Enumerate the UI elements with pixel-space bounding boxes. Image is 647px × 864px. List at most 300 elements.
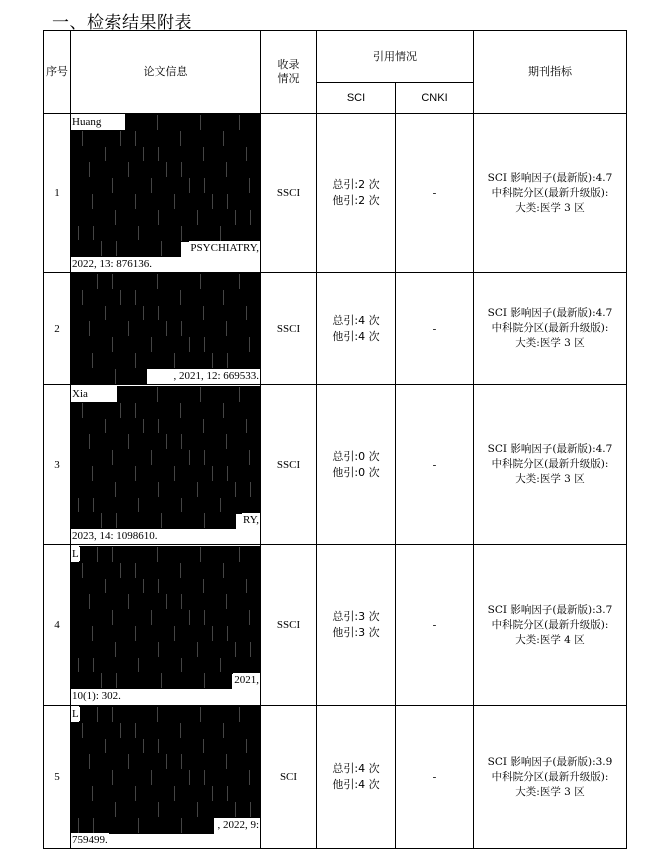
redaction-seam <box>112 178 113 193</box>
paper-info-cell <box>71 545 261 706</box>
redaction-seam <box>203 579 204 594</box>
row-index: 4 <box>44 545 71 706</box>
cas-partition-label: 中科院分区(最新升级版): <box>491 618 609 631</box>
redaction-seam <box>157 707 158 722</box>
sci-total-citations: 总引:4 次 <box>332 313 380 327</box>
cnki-citations: - <box>396 706 474 849</box>
redaction-seam <box>250 482 251 497</box>
redaction-seam <box>203 147 204 162</box>
redaction-seam <box>138 498 139 513</box>
paper-info-cell <box>71 706 261 849</box>
header-cnki: CNKI <box>396 83 474 114</box>
redaction-seam <box>204 450 205 465</box>
redaction-seam <box>92 466 93 481</box>
redaction-seam <box>97 547 98 562</box>
redaction-seam <box>78 498 79 513</box>
redaction-seam <box>89 321 90 336</box>
redaction-seam <box>138 818 139 833</box>
results-table <box>43 30 627 849</box>
journal-metrics <box>474 114 627 273</box>
redaction-seam <box>174 466 175 481</box>
table-row <box>44 114 627 273</box>
redaction-seam <box>227 466 228 481</box>
redaction-seam <box>101 673 102 688</box>
redaction-seam <box>115 482 116 497</box>
redaction-seam <box>143 306 144 321</box>
redaction-seam <box>93 658 94 673</box>
redaction-seam <box>166 321 167 336</box>
redaction-bar <box>71 368 147 384</box>
redaction-bar <box>71 177 260 194</box>
redaction-seam <box>235 642 236 657</box>
redaction-seam <box>239 547 240 562</box>
redaction-seam <box>180 290 181 305</box>
redaction-seam <box>161 241 162 256</box>
journal-metrics <box>474 273 627 385</box>
sci-citations <box>317 385 396 545</box>
redaction-seam <box>112 610 113 625</box>
sci-citations <box>317 706 396 849</box>
redaction-seam <box>93 818 94 833</box>
sci-citations <box>317 114 396 273</box>
redaction-seam <box>82 723 83 738</box>
redaction-seam <box>223 723 224 738</box>
redaction-seam <box>105 739 106 754</box>
author-text: Huang <box>72 116 102 128</box>
redaction-seam <box>120 563 121 578</box>
redaction-seam <box>151 337 152 352</box>
redaction-seam <box>204 610 205 625</box>
cnki-citations: - <box>396 114 474 273</box>
redaction-seam <box>135 626 136 641</box>
paper-info-cell <box>71 114 261 273</box>
redaction-seam <box>227 353 228 368</box>
redaction-seam <box>239 274 240 289</box>
impact-factor: SCI 影响因子(最新版):4.7 <box>487 443 613 455</box>
redaction-seam <box>220 226 221 241</box>
cas-partition-label: 中科院分区(最新升级版): <box>491 770 609 783</box>
redaction-bar <box>79 546 260 563</box>
redaction-bar <box>71 785 260 802</box>
redaction-bar <box>71 801 260 818</box>
redaction-seam <box>105 419 106 434</box>
redaction-seam <box>97 274 98 289</box>
cas-partition-label: 中科院分区(最新升级版): <box>491 322 609 334</box>
redaction-seam <box>158 306 159 321</box>
redacted-citation <box>71 546 260 704</box>
impact-factor: SCI 影响因子(最新版):4.7 <box>487 307 613 319</box>
redaction-seam <box>93 498 94 513</box>
redaction-seam <box>151 450 152 465</box>
redaction-seam <box>158 210 159 225</box>
author-text: L <box>72 708 79 720</box>
collection-status: SSCI <box>261 114 317 273</box>
cas-category: 大类:医学 3 区 <box>515 337 585 349</box>
row-index: 5 <box>44 706 71 849</box>
redaction-seam <box>166 594 167 609</box>
redaction-bar <box>71 449 260 466</box>
redaction-seam <box>116 513 117 528</box>
redaction-seam <box>174 786 175 801</box>
redaction-seam <box>82 290 83 305</box>
redaction-seam <box>181 162 182 177</box>
redaction-seam <box>158 147 159 162</box>
redaction-seam <box>239 387 240 402</box>
redaction-seam <box>250 642 251 657</box>
redaction-seam <box>135 563 136 578</box>
redaction-seam <box>92 194 93 209</box>
redaction-seam <box>115 210 116 225</box>
redaction-seam <box>105 579 106 594</box>
redaction-seam <box>174 353 175 368</box>
citation-tail: 2021, <box>234 674 259 686</box>
redaction-seam <box>246 147 247 162</box>
redaction-seam <box>189 770 190 785</box>
redaction-seam <box>227 786 228 801</box>
cas-category: 大类:医学 4 区 <box>515 633 585 646</box>
sci-other-citations: 他引:3 次 <box>332 626 380 639</box>
journal-metrics <box>474 706 627 849</box>
redaction-seam <box>246 419 247 434</box>
redaction-seam <box>220 498 221 513</box>
redaction-seam <box>115 802 116 817</box>
sci-other-citations: 他引:4 次 <box>332 329 380 343</box>
redaction-seam <box>204 178 205 193</box>
redaction-seam <box>180 563 181 578</box>
redaction-seam <box>181 434 182 449</box>
citation-tail-line2: 2022, 13: 876136. <box>72 258 153 270</box>
redaction-seam <box>200 547 201 562</box>
redaction-seam <box>249 337 250 352</box>
redaction-seam <box>220 658 221 673</box>
author-text: L <box>72 548 79 560</box>
redaction-seam <box>227 626 228 641</box>
redaction-seam <box>223 403 224 418</box>
redaction-seam <box>249 610 250 625</box>
redacted-citation <box>71 706 260 848</box>
redaction-seam <box>116 241 117 256</box>
paper-info-cell <box>71 385 261 545</box>
redaction-seam <box>181 498 182 513</box>
redaction-seam <box>78 658 79 673</box>
redaction-seam <box>180 131 181 146</box>
redaction-seam <box>158 419 159 434</box>
redaction-seam <box>157 115 158 130</box>
redaction-seam <box>78 818 79 833</box>
collection-status: SSCI <box>261 273 317 385</box>
redaction-bar <box>71 273 260 290</box>
redacted-citation <box>71 386 260 544</box>
redaction-seam <box>135 723 136 738</box>
redaction-seam <box>181 321 182 336</box>
journal-metrics <box>474 545 627 706</box>
redaction-seam <box>158 802 159 817</box>
redaction-seam <box>120 723 121 738</box>
redaction-seam <box>189 178 190 193</box>
cas-partition-label: 中科院分区(最新升级版): <box>491 458 609 470</box>
redaction-seam <box>249 450 250 465</box>
redaction-seam <box>223 131 224 146</box>
redaction-bar <box>71 336 260 353</box>
redaction-seam <box>151 178 152 193</box>
redaction-seam <box>226 162 227 177</box>
redaction-seam <box>101 513 102 528</box>
citation-tail-line2: 759499. <box>72 834 108 846</box>
redaction-seam <box>235 482 236 497</box>
cnki-citations: - <box>396 545 474 706</box>
redaction-bar <box>71 769 260 786</box>
sci-total-citations: 总引:2 次 <box>332 178 380 191</box>
cnki-citations: - <box>396 273 474 385</box>
impact-factor: SCI 影响因子(最新版):4.7 <box>487 171 613 184</box>
cnki-citations: - <box>396 385 474 545</box>
redaction-seam <box>197 482 198 497</box>
redaction-seam <box>89 594 90 609</box>
sci-total-citations: 总引:4 次 <box>332 762 380 775</box>
table-row <box>44 706 627 849</box>
redaction-seam <box>223 563 224 578</box>
collection-status: SSCI <box>261 545 317 706</box>
redaction-bar <box>71 240 181 257</box>
redaction-bar <box>79 706 260 723</box>
redaction-seam <box>203 739 204 754</box>
redaction-seam <box>189 610 190 625</box>
redaction-seam <box>143 419 144 434</box>
redaction-seam <box>138 226 139 241</box>
redaction-bar <box>71 625 260 642</box>
redaction-seam <box>120 403 121 418</box>
section-title: 一、检索结果附表 <box>52 13 192 33</box>
redaction-seam <box>166 162 167 177</box>
redaction-seam <box>158 739 159 754</box>
redaction-seam <box>203 419 204 434</box>
redaction-seam <box>82 403 83 418</box>
redaction-seam <box>189 337 190 352</box>
redaction-seam <box>161 673 162 688</box>
header-journal-metrics: 期刊指标 <box>474 31 627 114</box>
header-sci: SCI <box>317 83 396 114</box>
redaction-seam <box>180 403 181 418</box>
redaction-seam <box>135 466 136 481</box>
redaction-seam <box>161 513 162 528</box>
redaction-seam <box>105 147 106 162</box>
redaction-seam <box>112 337 113 352</box>
redaction-seam <box>115 369 116 384</box>
row-index: 2 <box>44 273 71 385</box>
header-paper-info: 论文信息 <box>71 31 261 114</box>
redaction-seam <box>143 579 144 594</box>
redaction-seam <box>89 754 90 769</box>
cas-category: 大类:医学 3 区 <box>515 201 585 214</box>
citation-tail: , 2022, 9: <box>217 819 259 831</box>
row-index: 3 <box>44 385 71 545</box>
redaction-seam <box>97 707 98 722</box>
header-index: 序号 <box>44 31 71 114</box>
citation-tail: , 2021, 12: 669533. <box>173 370 259 382</box>
redaction-seam <box>250 210 251 225</box>
table-row <box>44 273 627 385</box>
redaction-seam <box>235 210 236 225</box>
redaction-seam <box>200 115 201 130</box>
sci-other-citations: 他引:0 次 <box>332 465 380 479</box>
redaction-seam <box>112 450 113 465</box>
redaction-seam <box>135 290 136 305</box>
redaction-seam <box>112 547 113 562</box>
redaction-seam <box>143 739 144 754</box>
redaction-seam <box>200 707 201 722</box>
redaction-seam <box>135 194 136 209</box>
redaction-seam <box>226 434 227 449</box>
redaction-seam <box>197 642 198 657</box>
redaction-seam <box>212 194 213 209</box>
redaction-bar <box>71 193 260 210</box>
redaction-bar <box>71 512 236 529</box>
redaction-seam <box>189 450 190 465</box>
redaction-seam <box>115 642 116 657</box>
redaction-seam <box>249 178 250 193</box>
redaction-seam <box>212 466 213 481</box>
redaction-seam <box>212 353 213 368</box>
redaction-seam <box>157 547 158 562</box>
redaction-seam <box>112 770 113 785</box>
table-row <box>44 385 627 545</box>
redaction-seam <box>203 306 204 321</box>
redaction-seam <box>174 194 175 209</box>
redaction-seam <box>204 673 205 688</box>
sci-total-citations: 总引:0 次 <box>332 449 380 463</box>
redaction-bar <box>71 465 260 482</box>
redaction-bar <box>71 289 260 306</box>
redaction-seam <box>135 353 136 368</box>
impact-factor: SCI 影响因子(最新版):3.7 <box>487 603 613 616</box>
redaction-seam <box>158 642 159 657</box>
redaction-seam <box>128 162 129 177</box>
redaction-seam <box>135 403 136 418</box>
redaction-seam <box>143 147 144 162</box>
redaction-bar <box>71 402 260 419</box>
redaction-seam <box>246 306 247 321</box>
redaction-seam <box>105 306 106 321</box>
redaction-seam <box>204 770 205 785</box>
redaction-seam <box>212 786 213 801</box>
redaction-seam <box>120 131 121 146</box>
redaction-seam <box>116 673 117 688</box>
redaction-seam <box>101 241 102 256</box>
redaction-seam <box>246 579 247 594</box>
redaction-bar <box>71 352 260 369</box>
redaction-seam <box>212 626 213 641</box>
redaction-seam <box>82 563 83 578</box>
redaction-seam <box>181 658 182 673</box>
sci-citations <box>317 273 396 385</box>
redaction-seam <box>89 162 90 177</box>
redaction-bar <box>71 672 232 689</box>
redaction-seam <box>112 707 113 722</box>
redaction-seam <box>200 274 201 289</box>
redaction-seam <box>151 770 152 785</box>
redaction-seam <box>78 226 79 241</box>
redaction-seam <box>92 626 93 641</box>
redaction-seam <box>157 274 158 289</box>
redaction-seam <box>204 337 205 352</box>
redaction-seam <box>204 513 205 528</box>
table-row <box>44 545 627 706</box>
redaction-seam <box>128 754 129 769</box>
redaction-seam <box>157 387 158 402</box>
redaction-seam <box>89 434 90 449</box>
redaction-bar <box>71 722 260 739</box>
sci-total-citations: 总引:3 次 <box>332 610 380 623</box>
redaction-bar <box>71 641 260 658</box>
paper-info-cell <box>71 273 261 385</box>
redaction-seam <box>200 387 201 402</box>
redaction-seam <box>226 754 227 769</box>
citation-tail: PSYCHIATRY, <box>190 242 259 254</box>
redacted-citation <box>71 114 260 272</box>
redaction-seam <box>166 754 167 769</box>
redaction-seam <box>181 226 182 241</box>
citation-tail-line2: 2023, 14: 1098610. <box>72 529 158 542</box>
redaction-seam <box>239 115 240 130</box>
cas-partition-label: 中科院分区(最新升级版): <box>491 186 609 199</box>
redaction-seam <box>235 802 236 817</box>
author-text: Xia <box>72 387 88 400</box>
redaction-seam <box>174 626 175 641</box>
redaction-seam <box>246 739 247 754</box>
redaction-seam <box>181 594 182 609</box>
redaction-bar <box>71 609 260 626</box>
redaction-seam <box>82 131 83 146</box>
redaction-seam <box>120 290 121 305</box>
redaction-seam <box>158 579 159 594</box>
redaction-seam <box>250 802 251 817</box>
redaction-seam <box>128 594 129 609</box>
collection-status: SSCI <box>261 385 317 545</box>
redaction-seam <box>223 290 224 305</box>
redaction-seam <box>249 770 250 785</box>
header-collection <box>261 31 317 114</box>
redaction-seam <box>181 818 182 833</box>
redaction-bar <box>71 130 260 147</box>
impact-factor: SCI 影响因子(最新版):3.9 <box>487 755 613 768</box>
redaction-seam <box>227 194 228 209</box>
sci-other-citations: 他引:2 次 <box>332 194 380 207</box>
redaction-seam <box>239 707 240 722</box>
redaction-seam <box>180 723 181 738</box>
redaction-seam <box>138 658 139 673</box>
redaction-seam <box>128 434 129 449</box>
header-citation: 引用情况 <box>317 31 474 83</box>
redaction-bar <box>71 481 260 498</box>
redacted-citation <box>71 273 260 384</box>
citation-tail-line2: 10(1): 302. <box>72 690 121 702</box>
redaction-seam <box>92 786 93 801</box>
redaction-seam <box>92 353 93 368</box>
redaction-seam <box>112 274 113 289</box>
redaction-seam <box>197 802 198 817</box>
cas-category: 大类:医学 3 区 <box>515 473 585 485</box>
redaction-seam <box>197 210 198 225</box>
redaction-seam <box>128 321 129 336</box>
row-index: 1 <box>44 114 71 273</box>
journal-metrics <box>474 385 627 545</box>
header-collection-label: 收录情况 <box>277 58 300 85</box>
collection-status: SCI <box>261 706 317 849</box>
redaction-seam <box>158 482 159 497</box>
redaction-seam <box>226 321 227 336</box>
redaction-seam <box>166 434 167 449</box>
sci-citations <box>317 545 396 706</box>
